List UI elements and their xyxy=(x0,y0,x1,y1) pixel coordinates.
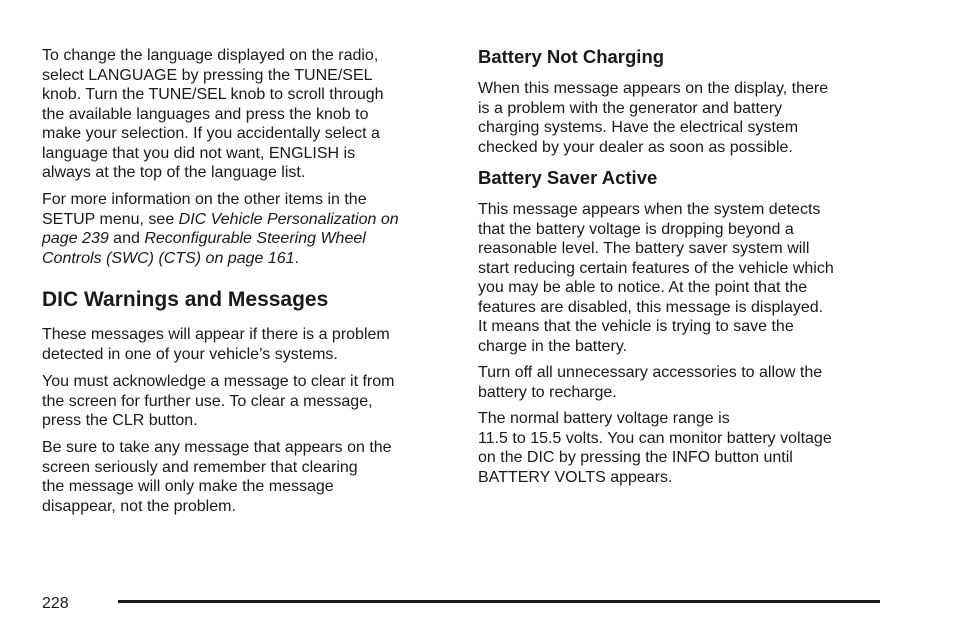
section-heading-dic-warnings: DIC Warnings and Messages xyxy=(42,288,329,311)
page-number: 228 xyxy=(42,595,69,612)
battery-not-charging-paragraph: When this message appears on the display, there is a problem with the generator and battery charging systems. Have the electrical system checked by your dealer as soon as possible. xyxy=(478,80,829,156)
battery-saver-paragraph: This message appears when the system detects that the battery voltage is dropping beyond a reasonable level. The battery saver system will start reducing certain features of the vehicle which you may be able to notice. At the point that the features are disabled, this message is displayed. It means that the vehicle is trying to save the charge in the battery. xyxy=(478,201,834,355)
language-paragraph: To change the language displayed on the radio, select LANGUAGE by pressing the TUNE/SEL knob. Turn the TUNE/SEL knob to scroll through the available languages and press the knob to make your selection. If you accidentally select a language that you did not want, ENGLISH is always at the top of the language list. xyxy=(42,47,384,181)
heading-battery-saver-active: Battery Saver Active xyxy=(478,167,658,188)
messages-intro-paragraph: These messages will appear if there is a problem detected in one of your vehicle’s systems. xyxy=(42,326,390,363)
steering-wheel-reference: Reconfigurable Steering Wheel xyxy=(144,230,366,247)
heading-battery-not-charging: Battery Not Charging xyxy=(478,46,665,67)
seriously-paragraph: Be sure to take any message that appears on the screen seriously and remember that clearing the message will only make the message disappear, not the problem. xyxy=(42,439,392,515)
swc-page-161-reference: Controls (SWC) (CTS) on page 161 xyxy=(42,249,295,267)
acknowledge-paragraph: You must acknowledge a message to clear it from the screen for further use. To clear a message, press the CLR button. xyxy=(42,373,395,429)
accessories-paragraph: Turn off all unnecessary accessories to allow the battery to recharge. xyxy=(478,364,823,401)
more-info-paragraph: For more information on the other items in the SETUP menu, see DIC Vehicle Personalization on page 239 and Reconfigurable Steering Wheel Controls (SWC) (CTS) on page 161. xyxy=(42,191,399,267)
page-239-reference: page 239 xyxy=(42,230,109,247)
dic-personalization-reference: DIC Vehicle Personalization on xyxy=(178,210,399,228)
footer-rule xyxy=(118,600,880,603)
voltage-range-paragraph: The normal battery voltage range is 11.5 to 15.5 volts. You can monitor battery voltage on the DIC by pressing the INFO button until BATTERY VOLTS appears. xyxy=(478,410,832,486)
